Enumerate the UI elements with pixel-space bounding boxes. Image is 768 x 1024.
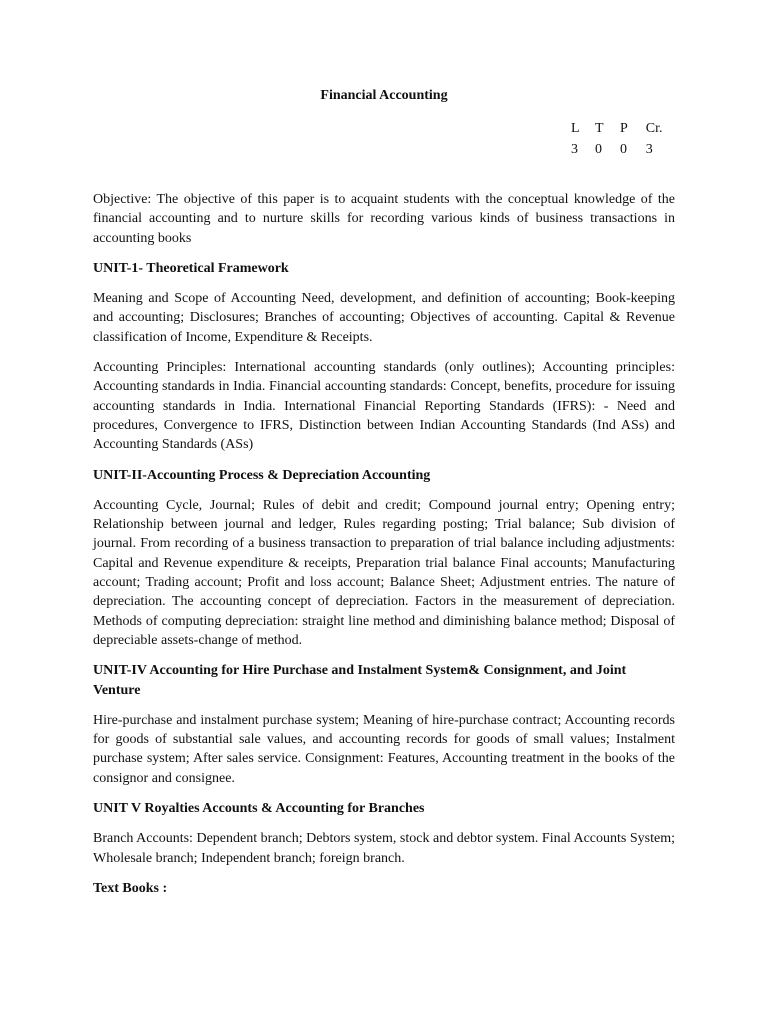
credits-value-cr: 3 — [645, 142, 653, 157]
unit-4-paragraph-1: Hire-purchase and instalment purchase system; Meaning of hire-purchase contract; Accounting records for goods of substantial sale values, and accounting records for goods of small values; Instalment purchase system; After sales service. Consignment: Features, Accounting treatment in the books of the consignor and consignee. — [93, 712, 675, 786]
unit-2-heading: UNIT-II-Accounting Process & Depreciation Accounting — [93, 467, 431, 483]
credits-value-row — [571, 139, 675, 160]
credits-value-p: 0 — [619, 142, 627, 157]
unit-4-heading: UNIT-IV Accounting for Hire Purchase and Instalment System& Consignment, and Joint Venture — [93, 663, 627, 698]
unit-1-paragraph-1: Meaning and Scope of Accounting Need, development, and definition of accounting; Book-keeping and accounting; Disclosures; Branches of accounting; Objectives of accounting. Capital & Revenue classification of Income, Expenditure & Receipts. — [93, 291, 675, 345]
unit-2-paragraph-1: Accounting Cycle, Journal; Rules of debit and credit; Compound journal entry; Opening entry; Relationship between journal and ledger, Rules regarding posting; Trial balance; Sub division of journal. From recording of a business transaction to preparation of trial balance including adjustments: Capital and Revenue expenditure & receipts, Preparation trial balance Final accounts; Manufacturing account; Trading account; Profit and loss account; Balance Sheet; Adjustment entries. The nature of depreciation. The accounting concept of depreciation. Factors in the measurement of depreciation. Methods of computing depreciation: straight line method and diminishing balance method; Disposal of depreciable assets-change of method. — [93, 497, 675, 648]
credits-header-cr: Cr. — [645, 121, 663, 136]
credits-value-t: 0 — [595, 142, 602, 157]
unit-1-heading: UNIT-1- Theoretical Framework — [93, 260, 289, 276]
unit-5-paragraph-1: Branch Accounts: Dependent branch; Debtors system, stock and debtor system. Final Accounts System; Wholesale branch; Independent branch; foreign branch. — [93, 831, 675, 866]
credits-table — [571, 118, 675, 160]
unit-1-paragraph-2: Accounting Principles: International accounting standards (only outlines); Accounting principles: Accounting standards in India. Financial accounting standards: Concept, benefits, procedure for issuing accounting standards in India. International Financial Reporting Standards (IFRS): - Need and procedures, Convergence to IFRS, Distinction between Indian Accounting Standards (Ind ASs) and Accounting Standards (ASs) — [93, 360, 675, 453]
credits-header-p: P — [619, 121, 628, 136]
credits-value-l: 3 — [571, 142, 578, 157]
document-title: Financial Accounting — [320, 88, 448, 103]
credits-header-t: T — [595, 121, 604, 136]
credits-header-row — [571, 118, 675, 139]
document-page — [93, 86, 675, 898]
unit-5-heading: UNIT V Royalties Accounts & Accounting for Branches — [93, 801, 425, 817]
credits-header-l: L — [571, 121, 580, 136]
text-books-heading: Text Books : — [93, 880, 168, 896]
objective-paragraph: Objective: The objective of this paper is to acquaint students with the conceptual knowledge of the financial accounting and to nurture skills for recording various kinds of business transactions in accounting books — [93, 192, 675, 246]
